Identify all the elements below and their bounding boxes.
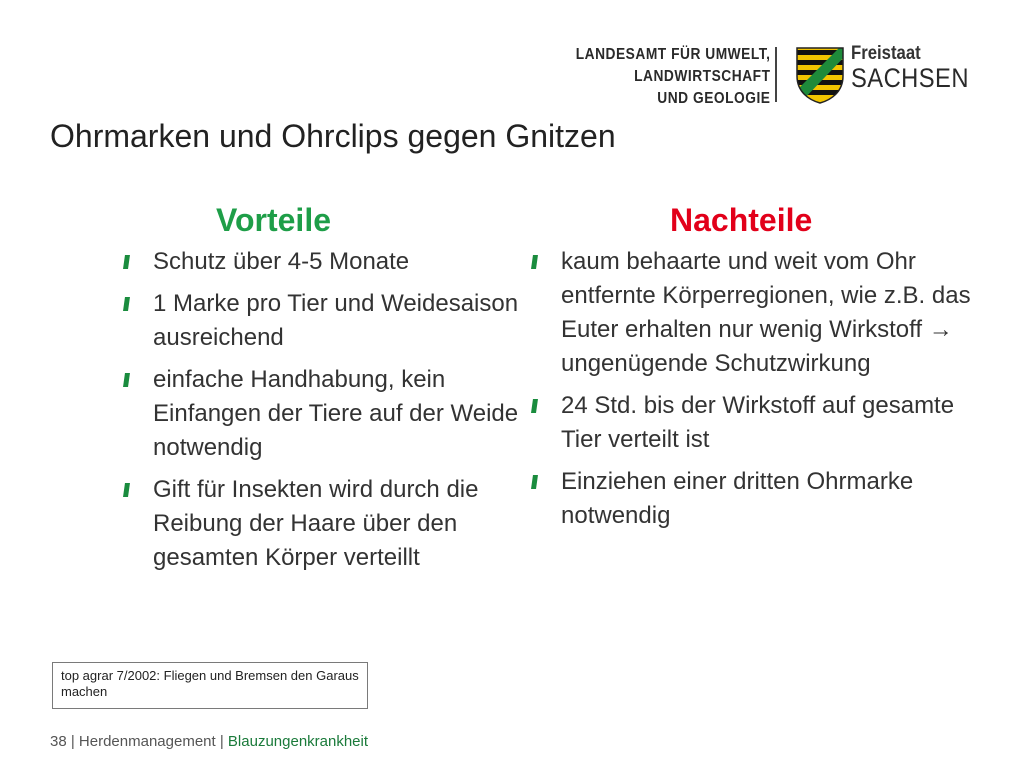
list-item-text: Einziehen einer dritten Ohrmarke notwendig bbox=[561, 468, 914, 529]
list-item-text: 24 Std. bis der Wirkstoff auf gesamte Tier verteilt ist bbox=[561, 392, 955, 453]
list-item-text: Gift für Insekten wird durch die Reibung der Haare über den gesamten Körper verteillt bbox=[153, 476, 479, 571]
list-item bbox=[530, 465, 980, 533]
list-item-text: Schutz über 4-5 Monate bbox=[153, 248, 410, 275]
footer-section: Herdenmanagement bbox=[78, 733, 216, 750]
saxony-coat-of-arms-icon bbox=[795, 46, 845, 104]
bullet-icon bbox=[123, 255, 130, 269]
agency-name-line-1: LANDESAMT FÜR UMWELT, bbox=[575, 46, 770, 63]
list-item bbox=[122, 287, 522, 355]
list-item bbox=[530, 389, 980, 457]
footer-topic: Blauzungenkrankheit bbox=[227, 733, 369, 750]
page-number: 38 bbox=[50, 733, 67, 750]
agency-name-line-2: LANDWIRTSCHAFT bbox=[633, 68, 770, 85]
list-item bbox=[122, 473, 522, 575]
disadvantages-list bbox=[530, 245, 980, 541]
list-item bbox=[530, 245, 980, 381]
list-item-text: einfache Handhabung, kein Einfangen der Tiere auf der Weide notwendig bbox=[153, 366, 519, 461]
list-item bbox=[122, 363, 522, 465]
list-item-text: kaum behaarte und weit vom Ohr entfernte Körperregionen, wie z.B. das Euter erhalten nur wenig Wirkstoff → ungenügende Schutzwirkung bbox=[561, 248, 971, 377]
bullet-icon bbox=[531, 399, 538, 413]
footer bbox=[50, 733, 368, 750]
agency-name bbox=[575, 44, 770, 110]
list-item-text: 1 Marke pro Tier und Weidesaison ausreichend bbox=[153, 290, 519, 351]
source-citation: top agrar 7/2002: Fliegen und Bremsen den Garaus machen bbox=[52, 662, 368, 709]
bullet-icon bbox=[123, 297, 130, 311]
header-divider bbox=[775, 47, 777, 102]
advantages-list bbox=[122, 245, 522, 583]
bullet-icon bbox=[123, 373, 130, 387]
state-wordmark bbox=[851, 44, 985, 92]
state-label-big: SACHSEN bbox=[851, 63, 969, 93]
footer-separator: | bbox=[215, 733, 228, 750]
disadvantages-heading: Nachteile bbox=[670, 202, 813, 238]
slide-title: Ohrmarken und Ohrclips gegen Gnitzen bbox=[50, 118, 616, 154]
advantages-heading: Vorteile bbox=[216, 202, 331, 238]
agency-name-line-3: UND GEOLOGIE bbox=[656, 90, 770, 107]
state-label-small: Freistaat bbox=[851, 43, 921, 64]
list-item bbox=[122, 245, 522, 279]
bullet-icon bbox=[531, 475, 538, 489]
bullet-icon bbox=[531, 255, 538, 269]
bullet-icon bbox=[123, 483, 130, 497]
footer-separator: | bbox=[66, 733, 79, 750]
